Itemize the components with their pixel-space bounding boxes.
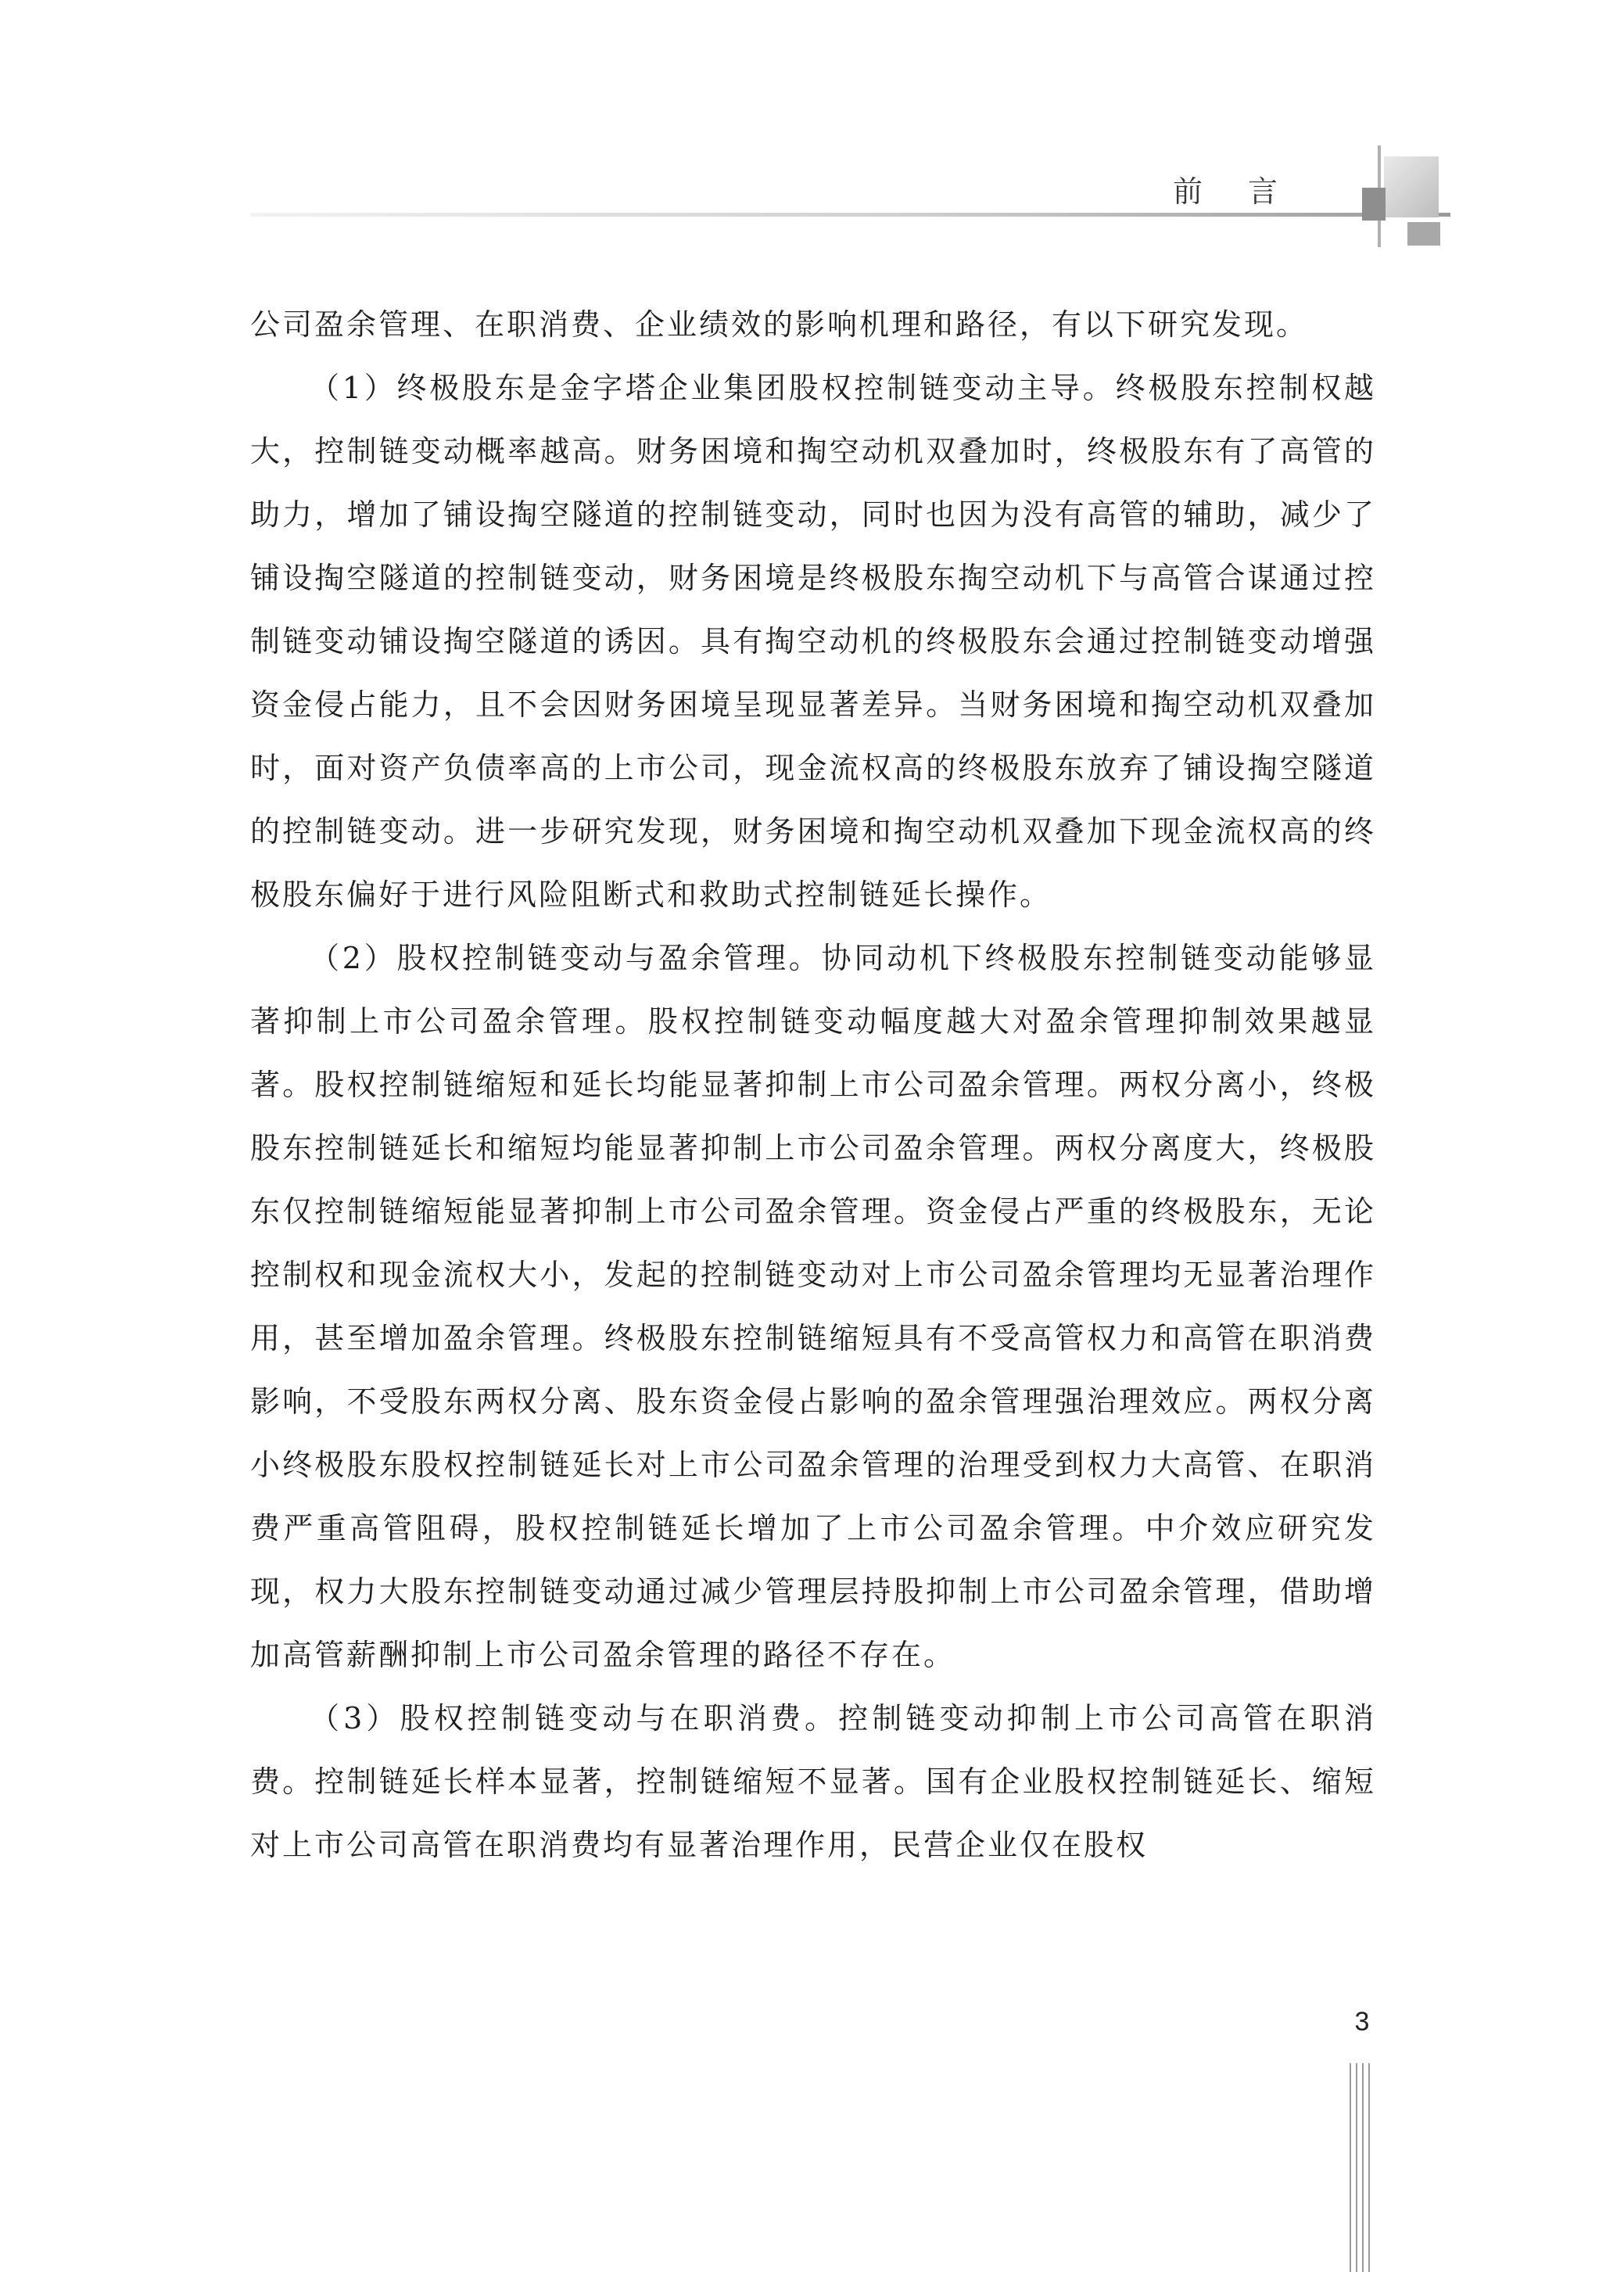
page-number: 3	[1354, 2007, 1370, 2037]
paragraph-finding-3: （3）股权控制链变动与在职消费。控制链变动抑制上市公司高管在职消费。控制链延长样本显著，控制链缩短不显著。国有企业股权控制链延长、缩短对上市公司高管在职消费均有显著治理作用，民营企业仅在股权	[250, 1701, 1376, 1862]
header-corner-square-small	[1407, 222, 1440, 246]
header-corner-square-large	[1384, 156, 1439, 217]
running-header-title: 前言	[1173, 174, 1324, 209]
footer-vertical-rules	[1346, 2063, 1378, 2272]
paragraph-finding-2: （2）股权控制链变动与盈余管理。协同动机下终极股东控制链变动能够显著抑制上市公司盈余管理。股权控制链变动幅度越大对盈余管理抑制效果越显著。股权控制链缩短和延长均能显著抑制上市公司盈余管理。两权分离小，终极股东控制链延长和缩短均能显著抑制上市公司盈余管理。两权分离度大，终极股东仅控制链缩短能显著抑制上市公司盈余管理。资金侵占严重的终极股东，无论控制权和现金流权大小，发起的控制链变动对上市公司盈余管理均无显著治理作用，甚至增加盈余管理。终极股东控制链缩短具有不受高管权力和高管在职消费影响，不受股东两权分离、股东资金侵占影响的盈余管理强治理效应。两权分离小终极股东股权控制链延长对上市公司盈余管理的治理受到权力大高管、在职消费严重高管阻碍，股权控制链延长增加了上市公司盈余管理。中介效应研究发现，权力大股东控制链变动通过减少管理层持股抑制上市公司盈余管理，借助增加高管薪酬抑制上市公司盈余管理的路径不存在。	[250, 941, 1376, 1672]
header-corner-square-dark	[1362, 188, 1386, 221]
header-rule	[250, 213, 1450, 217]
paragraph-continued: 公司盈余管理、在职消费、企业绩效的影响机理和路径，有以下研究发现。	[250, 307, 1309, 342]
body-text	[250, 293, 1376, 1877]
paragraph-finding-1: （1）终极股东是金字塔企业集团股权控制链变动主导。终极股东控制权越大，控制链变动概率越高。财务困境和掏空动机双叠加时，终极股东有了高管的助力，增加了铺设掏空隧道的控制链变动，同时也因为没有高管的辅助，减少了铺设掏空隧道的控制链变动，财务困境是终极股东掏空动机下与高管合谋通过控制链变动铺设掏空隧道的诱因。具有掏空动机的终极股东会通过控制链变动增强资金侵占能力，且不会因财务困境呈现显著差异。当财务困境和掏空动机双叠加时，面对资产负债率高的上市公司，现金流权高的终极股东放弃了铺设掏空隧道的控制链变动。进一步研究发现，财务困境和掏空动机双叠加下现金流权高的终极股东偏好于进行风险阻断式和救助式控制链延长操作。	[250, 371, 1376, 912]
